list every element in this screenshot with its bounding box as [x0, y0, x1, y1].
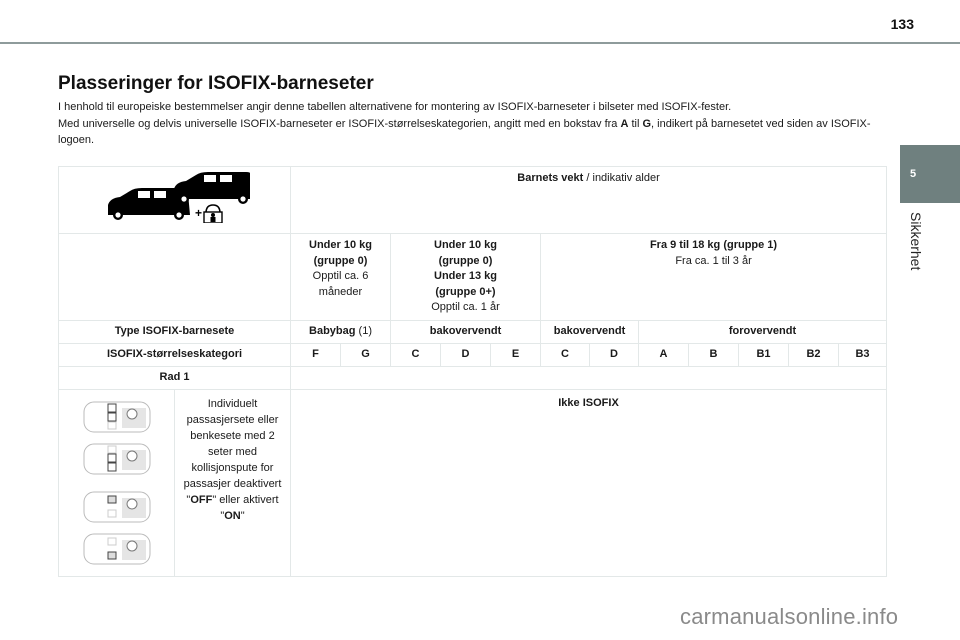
- intro-text-span: Med universelle og delvis universelle ISOFIX-barneseter er ISOFIX-størrelseskategorien, angitt med en bokstav fra: [58, 117, 621, 130]
- not-isofix-cell: Ikke ISOFIX: [291, 390, 887, 577]
- group-line: (gruppe 0): [438, 254, 493, 267]
- empty-cell: [59, 234, 291, 321]
- size-cell: B: [689, 344, 739, 367]
- seat-diagram-1-icon: [82, 398, 152, 436]
- weight-header-cell: [291, 167, 887, 234]
- babybag-label: Babybag: [309, 325, 356, 338]
- size-cell: F: [291, 344, 341, 367]
- header-rule: [0, 42, 960, 44]
- rad-label: Rad 1: [59, 367, 291, 390]
- age-label: / indikativ alder: [583, 172, 660, 184]
- size-cell: E: [491, 344, 541, 367]
- page-title: Plasseringer for ISOFIX-barneseter: [58, 73, 374, 94]
- child-lock-icon: [195, 205, 222, 223]
- seat-description: " eller aktivert ": [212, 494, 279, 522]
- row1-seat-row: [59, 390, 887, 577]
- airbag-off-label: OFF: [190, 494, 213, 506]
- size-cell: C: [541, 344, 590, 367]
- group-line: (gruppe 0+): [435, 285, 496, 298]
- size-category-row: [59, 344, 887, 367]
- intro-text-span: , indikert på barnesetet ved siden av ISOFIX-logoen.: [58, 117, 871, 146]
- page-number: 133: [890, 16, 914, 32]
- forward-facing: forovervendt: [639, 321, 887, 344]
- size-cell: G: [341, 344, 391, 367]
- seat-diagram-3-icon: [82, 488, 152, 526]
- group-1-cell: [541, 234, 887, 321]
- size-label: ISOFIX-størrelseskategori: [59, 344, 291, 367]
- letter-a: A: [620, 117, 629, 130]
- seat-description: Individuelt passasjersete eller benkesete med 2 seter med kollisjonspute for passasjer deaktivert ": [183, 398, 282, 506]
- group-line: Fra 9 til 18 kg (gruppe 1): [649, 239, 778, 251]
- weight-groups-row: [59, 234, 887, 321]
- seat-diagrams-cell: [59, 390, 175, 577]
- intro-text: [58, 99, 878, 149]
- group-line: (gruppe 0): [313, 254, 368, 267]
- type-label: Type ISOFIX-barnesete: [59, 321, 291, 344]
- size-cell: C: [391, 344, 441, 367]
- footnote-ref: (1): [355, 325, 372, 338]
- intro-line-2: [58, 116, 878, 149]
- group-0-cell: [291, 234, 391, 321]
- size-cell: B1: [739, 344, 789, 367]
- size-cell: B2: [789, 344, 839, 367]
- letter-g: G: [642, 117, 652, 130]
- rad-row: [59, 367, 887, 390]
- vehicle-icons-cell: [59, 167, 291, 234]
- group-line: Under 10 kg: [434, 239, 497, 251]
- group-line: Under 10 kg: [309, 239, 372, 251]
- seat-description-cell: [175, 390, 291, 577]
- van-icons: [100, 171, 250, 223]
- group-line: Opptil ca. 6: [312, 270, 369, 282]
- seat-diagram-4-icon: [82, 530, 152, 568]
- seat-description: ": [240, 510, 245, 522]
- size-cell: A: [639, 344, 689, 367]
- seat-diagram-2-icon: [82, 440, 152, 478]
- chapter-number: 5: [910, 168, 917, 180]
- babybag-cell: [291, 321, 391, 344]
- size-cell: D: [441, 344, 491, 367]
- rear-facing-2: bakovervendt: [541, 321, 639, 344]
- intro-line-1: I henhold til europeiske bestemmelser angir denne tabellen alternativene for montering av ISOFIX-barneseter i bilseter med ISOFIX-fester.: [58, 101, 732, 113]
- airbag-on-label: ON: [224, 510, 241, 522]
- group-line: Opptil ca. 1 år: [431, 301, 500, 313]
- table-header-row: [59, 167, 887, 234]
- empty-cell: [291, 367, 887, 390]
- chapter-label: Sikkerhet: [908, 212, 924, 271]
- isofix-table: [58, 166, 887, 577]
- chapter-tab[interactable]: [900, 145, 960, 203]
- size-cell: B3: [839, 344, 887, 367]
- van-long-icon: [174, 172, 250, 204]
- group-line: Fra ca. 1 til 3 år: [675, 254, 752, 267]
- group-0plus-cell: [391, 234, 541, 321]
- watermark: carmanualsonline.info: [680, 604, 899, 629]
- svg-text:+: +: [194, 206, 202, 221]
- group-line: Under 13 kg: [434, 270, 497, 282]
- intro-text-span: til: [628, 117, 643, 130]
- size-cell: D: [590, 344, 639, 367]
- type-row: [59, 321, 887, 344]
- group-line: måneder: [318, 285, 363, 298]
- rear-facing-1: bakovervendt: [391, 321, 541, 344]
- weight-label: Barnets vekt: [517, 172, 584, 184]
